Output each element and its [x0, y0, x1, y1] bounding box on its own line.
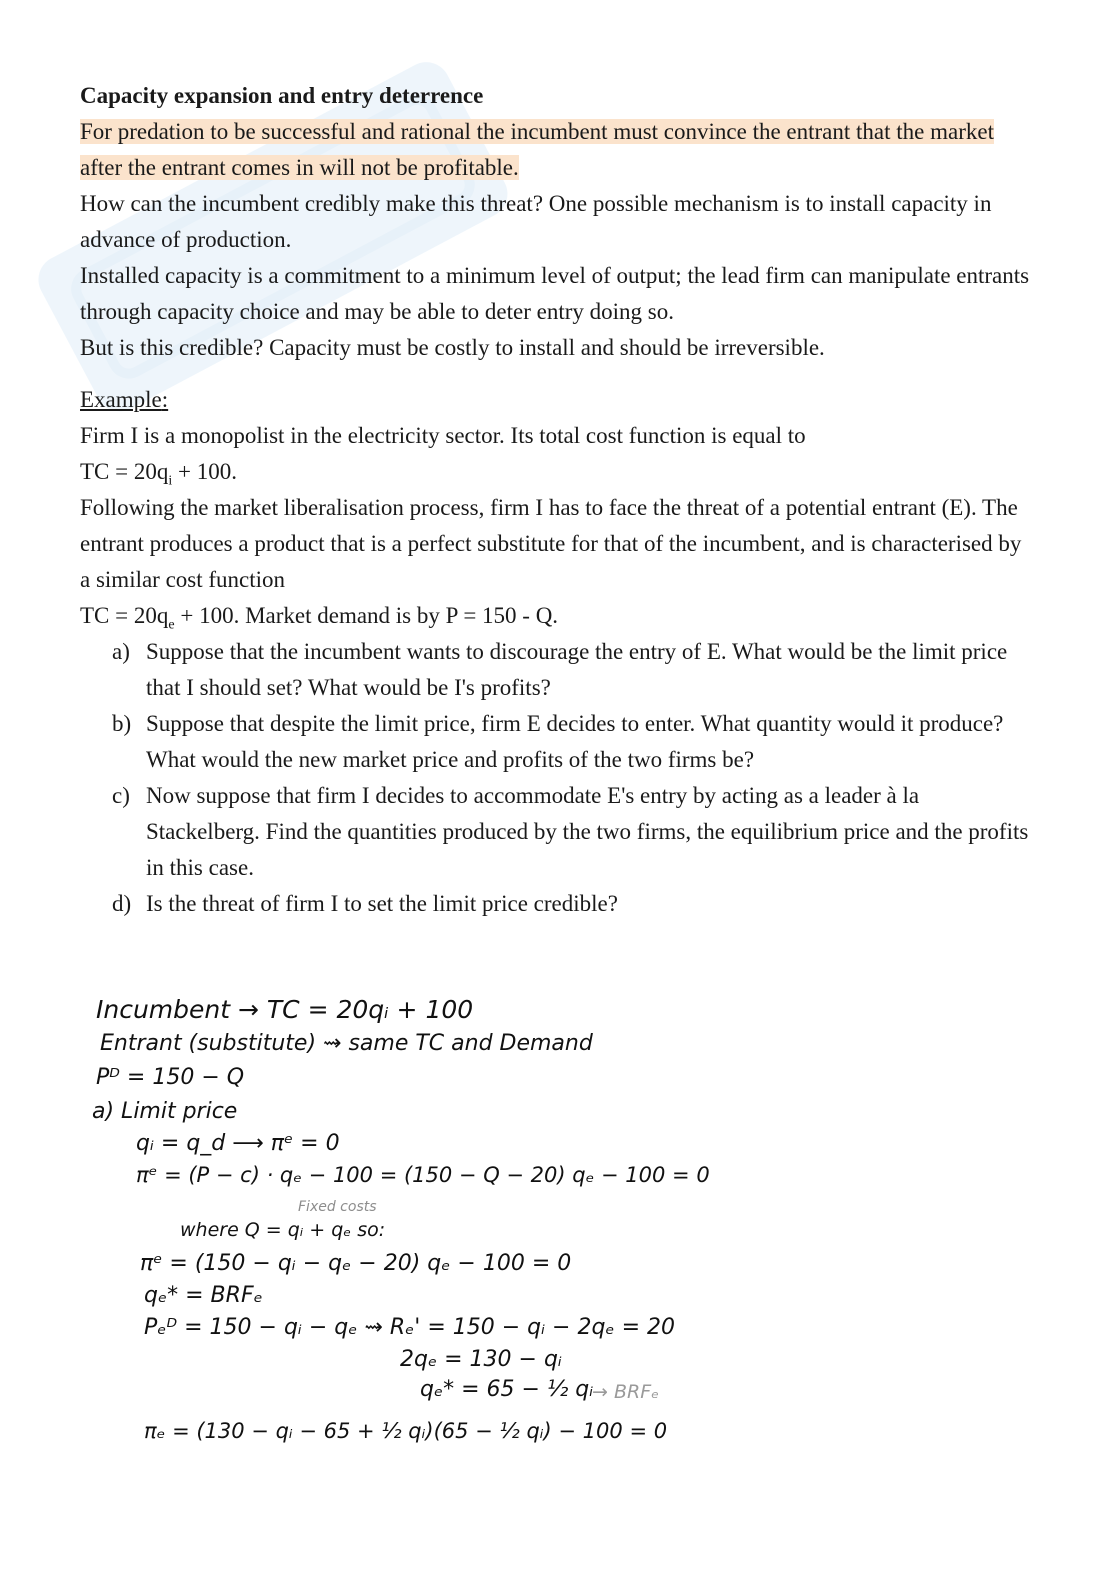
- question-item: a) Suppose that the incumbent wants to discourage the entry of E. What would be the limit price that I should set? What would be I's profits?: [112, 639, 1008, 700]
- hand-line-qe-star: qₑ* = 65 − ½ qᵢ: [420, 1377, 594, 1402]
- hand-line-where: where Q = qᵢ + qₑ so:: [180, 1219, 386, 1241]
- hand-line-incumbent: Incumbent → TC = 20qᵢ + 100: [96, 995, 474, 1024]
- hand-line-2qe: 2qₑ = 130 − qᵢ: [400, 1347, 562, 1372]
- handwritten-notes: [80, 985, 710, 1465]
- hand-line-marginal-revenue: Pₑᴰ = 150 − qᵢ − qₑ ⇝ Rₑ' = 150 − qᵢ − 2qₑ = 20: [144, 1315, 676, 1340]
- paragraph-mechanism: How can the incumbent credibly make this threat? One possible mechanism is to install capacity in advance of production.: [80, 191, 992, 252]
- highlighted-text: For predation to be successful and rational the incumbent must convince the entrant that the market after the entrant comes in will not be profitable.: [80, 119, 994, 180]
- highlighted-paragraph: [80, 114, 1030, 186]
- page-content: [80, 78, 1030, 922]
- hand-line-profit-sub: πᵉ = (150 − qᵢ − qₑ − 20) qₑ − 100 = 0: [140, 1251, 572, 1276]
- hand-line-entrant: Entrant (substitute) ⇝ same TC and Demand: [100, 1031, 593, 1056]
- paragraph-capacity: Installed capacity is a commitment to a minimum level of output; the lead firm can manipulate entrants through capacity choice and may be able to deter entry doing so.: [80, 263, 1030, 324]
- example-body: Following the market liberalisation process, firm I has to face the threat of a potential entrant (E). The entrant produces a product that is a perfect substitute for that of the incumbent, and is characterised by a similar cost function: [80, 495, 1022, 592]
- example-label: Example:: [80, 387, 169, 412]
- brf-note: → BRFₑ: [592, 1381, 660, 1403]
- hand-line-profit: πᵉ = (P − c) · qₑ − 100 = (150 − Q − 20) qₑ − 100 = 0: [136, 1163, 710, 1187]
- paragraph-credible: But is this credible? Capacity must be costly to install and should be irreversible.: [80, 335, 825, 360]
- hand-line-demand: Pᴰ = 150 − Q: [96, 1065, 245, 1090]
- section-heading: Capacity expansion and entry deterrence: [80, 83, 484, 108]
- question-item: c) Now suppose that firm I decides to accommodate E's entry by acting as a leader à la Stackelberg. Find the quantities produced by the two firms, the equilibrium price and the profits in this case.: [112, 783, 1029, 880]
- question-item: b) Suppose that despite the limit price, firm E decides to enter. What quantity would it produce? What would the new market price and profits of the two firms be?: [112, 711, 1004, 772]
- cost-function-incumbent: TC = $20q_i + 100$.: [80, 459, 237, 489]
- hand-line-condition: qᵢ = q_d ⟶ πᵉ = 0: [136, 1131, 340, 1156]
- example-intro: Firm I is a monopolist in the electricity sector. Its total cost function is equal to: [80, 423, 806, 448]
- question-list: [80, 634, 1030, 922]
- cost-function-entrant: TC = $20q_e + 100$. Market demand is by P = 150 - Q.: [80, 603, 559, 633]
- hand-line-brf: qₑ* = BRFₑ: [144, 1283, 263, 1308]
- question-item: d) Is the threat of firm I to set the limit price credible?: [112, 891, 618, 916]
- hand-line-limit-price: a) Limit price: [92, 1099, 238, 1124]
- fixed-costs-note: Fixed costs: [298, 1199, 377, 1215]
- hand-line-final: πₑ = (130 − qᵢ − 65 + ½ qᵢ)(65 − ½ qᵢ) − 100 = 0: [144, 1419, 668, 1443]
